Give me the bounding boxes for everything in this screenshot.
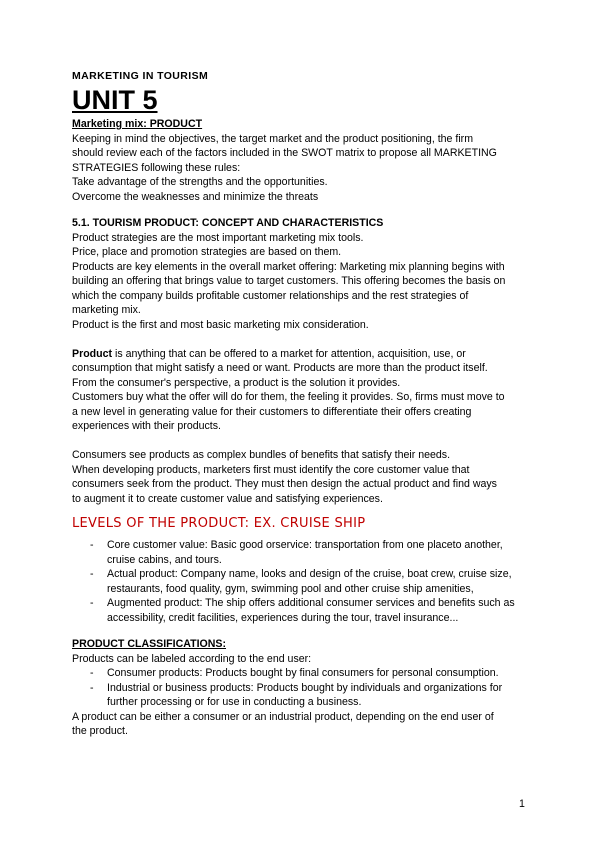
text-span: is anything that can be offered to a market for attention, acquisition, use, or [112, 347, 466, 360]
classifications-intro: Products can be labeled according to the end user: [72, 652, 312, 665]
spacer [72, 332, 532, 347]
unit-title: UNIT 5 [72, 85, 158, 115]
intro-paragraph [72, 132, 532, 205]
text-line: Keeping in mind the objectives, the target market and the product positioning, the firm [72, 132, 474, 145]
text-line: Product is the first and most basic marketing mix consideration. [72, 318, 369, 331]
text-line: Products are key elements in the overall market offering: Marketing mix planning begins with [72, 260, 505, 273]
text-line: the product. [72, 725, 128, 737]
spacer [72, 434, 532, 449]
list-item: - Core customer value: Basic good orservice: transportation from one placeto another, cruise cabins, and tours. [90, 538, 532, 567]
text-line: marketing mix. [72, 304, 141, 316]
list-item: - Industrial or business products: Products bought by individuals and organizations for further processing or for use in conducting a business. [90, 681, 532, 710]
section-heading: 5.1. TOURISM PRODUCT: CONCEPT AND CHARACTERISTICS [72, 217, 384, 229]
levels-list [72, 538, 532, 625]
text-line: experiences with their products. [72, 420, 221, 432]
list-item: - Augmented product: The ship offers additional consumer services and benefits such as accessibility, credit facilities, experiences during the tour, travel insurance... [90, 596, 532, 625]
text-line: From the consumer's perspective, a product is the solution it provides. [72, 376, 401, 389]
text-line: consumption that might satisfy a need or want. Products are more than the product itself. [72, 362, 488, 374]
text-line: a new level in generating value for their customers to differentiate their offers creating [72, 405, 472, 418]
text-line: Overcome the weaknesses and minimize the threats [72, 190, 319, 203]
text-line: consumers seek from the product. They must then design the actual product and find ways [72, 478, 497, 490]
text-line: STRATEGIES following these rules: [72, 161, 241, 174]
text-line: Product strategies are the most important marketing mix tools. [72, 231, 364, 244]
text-line: should review each of the factors included in the SWOT matrix to propose all MARKETING [72, 147, 497, 159]
text-line: which the company builds profitable customer relationships and the rest strategies of [72, 289, 469, 302]
bundles-paragraph [72, 448, 532, 506]
text-line: to augment it to create customer value and satisfying experiences. [72, 492, 383, 505]
text-line: Price, place and promotion strategies are based on them. [72, 246, 342, 258]
text-line: Take advantage of the strengths and the opportunities. [72, 176, 328, 188]
classifications-list [72, 666, 532, 710]
text-line: Customers buy what the offer will do for them, the feeling it provides. So, firms must move to [72, 391, 505, 403]
bold-term: Product [72, 347, 113, 360]
course-title: MARKETING IN TOURISM [72, 70, 209, 82]
levels-heading: LEVELS OF THE PRODUCT: EX. CRUISE SHIP [72, 516, 366, 531]
text-line: building an offering that brings value to target customers. This offering becomes the basis on [72, 275, 506, 287]
definition-paragraph [72, 347, 532, 434]
text-line: Consumers see products as complex bundles of benefits that satisfy their needs. [72, 449, 451, 461]
page-number: 1 [519, 798, 525, 810]
classifications-heading: PRODUCT CLASSIFICATIONS: [72, 638, 226, 650]
list-item: - Actual product: Company name, looks and design of the cruise, boat crew, cruise size, restaurants, food quality, gym, swimming pool and other cruise ship amenities, [90, 567, 532, 596]
text-line: A product can be either a consumer or an industrial product, depending on the end user of [72, 710, 494, 723]
list-item: - Consumer products: Products bought by final consumers for personal consumption. [90, 666, 532, 681]
section-subtitle: Marketing mix: PRODUCT [72, 118, 203, 130]
section51-paragraph [72, 231, 532, 333]
text-line: When developing products, marketers first must identify the core customer value that [72, 463, 470, 476]
document-page [72, 70, 532, 739]
text-line [72, 347, 532, 362]
